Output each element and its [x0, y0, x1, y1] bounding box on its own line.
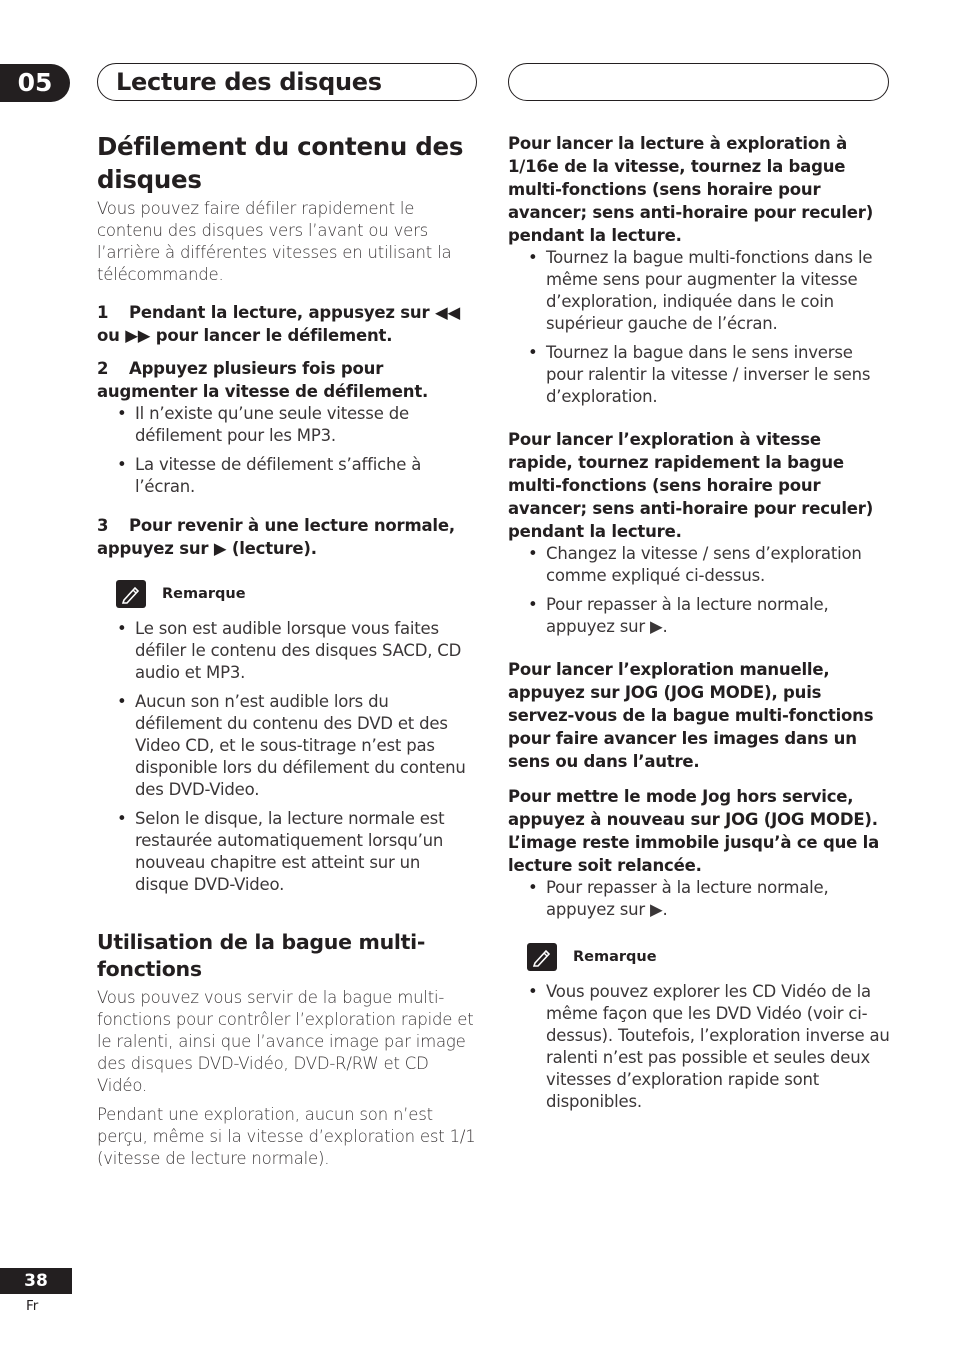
section-2-paragraph-1: Vous pouvez vous servir de la bague multi-fonctions pour contrôler l’exploration rapide et le ralenti, ainsi que l’avance image par image des disques DVD-Vidéo, DVD-R/RW et CD Vidéo.	[97, 988, 474, 1095]
list-item: • Tournez la bague dans le sens inverse pour ralentir la vitesse / inverser le sens d’exploration.	[508, 342, 893, 408]
step-3	[97, 514, 477, 560]
chapter-title-box	[97, 63, 477, 101]
note-bullets	[508, 981, 893, 1113]
section-2-paragraph-2: Pendant une exploration, aucun son n’est perçu, même si la vitesse d’exploration est 1/1 (vitesse de lecture normale).	[97, 1105, 476, 1168]
step-3-text: Pour revenir à une lecture normale, appuyez sur ▶ (lecture).	[97, 516, 455, 558]
instruction-fast-scan: Pour lancer l’exploration à vitesse rapide, tournez rapidement la bague multi-fonctions (sens horaire pour avancer; sens anti-horaire pour reculer) pendant la lecture.	[508, 430, 874, 541]
section-title-jog-dial: Utilisation de la bague multi-fonctions	[97, 930, 426, 981]
header-right-box	[508, 63, 889, 101]
list-item: • Pour repasser à la lecture normale, appuyez sur ▶.	[508, 594, 893, 638]
section-title-scrolling: Défilement du contenu des disques	[97, 132, 464, 194]
instruction-jog-off: Pour mettre le mode Jog hors service, appuyez à nouveau sur JOG (JOG MODE). L’image reste immobile jusqu’à ce que la lecture soit relancée.	[508, 787, 880, 875]
note-header	[116, 580, 477, 608]
step-2-bullets	[97, 403, 477, 498]
step-1-number: 1	[97, 303, 109, 322]
step-3-number: 3	[97, 516, 109, 535]
jog-off-bullets	[508, 877, 893, 921]
pencil-note-icon	[527, 943, 557, 971]
instruction-manual-scan: Pour lancer l’exploration manuelle, appuyez sur JOG (JOG MODE), puis servez-vous de la bague multi-fonctions pour faire avancer les images dans un sens ou dans l’autre.	[508, 660, 874, 771]
note-bullets	[97, 618, 477, 896]
list-item: • Pour repasser à la lecture normale, appuyez sur ▶.	[508, 877, 893, 921]
section-intro: Vous pouvez faire défiler rapidement le contenu des disques vers l’avant ou vers l’arrière à différentes vitesses en utilisant la télécommande.	[97, 199, 452, 284]
list-item: • Aucun son n’est audible lors du défilement du contenu des DVD et des Video CD, et le sous-titrage n’est pas disponible lors du défilement du contenu des DVD-Video.	[97, 691, 477, 801]
note-header	[527, 943, 893, 971]
language-code: Fr	[26, 1298, 39, 1314]
list-item: • Il n’existe qu’une seule vitesse de défilement pour les MP3.	[97, 403, 477, 447]
pencil-note-icon	[116, 580, 146, 608]
step-1	[97, 301, 477, 347]
note-label: Remarque	[162, 586, 246, 602]
step-2-text: Appuyez plusieurs fois pour augmenter la vitesse de défilement.	[97, 359, 429, 401]
step-2-number: 2	[97, 359, 109, 378]
step-1-text: Pendant la lecture, appusyez sur ◀◀ ou ▶▶ pour lancer le défilement.	[97, 303, 460, 345]
right-column	[508, 132, 893, 1120]
note-label: Remarque	[573, 949, 657, 965]
list-item: • Tournez la bague multi-fonctions dans le même sens pour augmenter la vitesse d’exploration, indiquée dans le coin supérieur gauche de l’écran.	[508, 247, 893, 335]
chapter-number-badge: 05	[0, 64, 70, 102]
list-item: • La vitesse de défilement s’affiche à l’écran.	[97, 454, 477, 498]
step-2	[97, 357, 477, 403]
list-item: • Le son est audible lorsque vous faites défiler le contenu des disques SACD, CD audio et MP3.	[97, 618, 477, 684]
fast-scan-bullets	[508, 543, 893, 638]
chapter-title: Lecture des disques	[116, 68, 382, 96]
slow-scan-bullets	[508, 247, 893, 408]
left-column	[97, 130, 477, 1170]
instruction-slow-scan: Pour lancer la lecture à exploration à 1/16e de la vitesse, tournez la bague multi-fonctions (sens horaire pour avancer; sens anti-horaire pour reculer) pendant la lecture.	[508, 134, 874, 245]
list-item: • Vous pouvez explorer les CD Vidéo de la même façon que les DVD Vidéo (voir ci-dessus). Toutefois, l’exploration inverse au ralenti n’est pas possible et seules deux vitesses d’exploration rapide sont disponibles.	[508, 981, 893, 1113]
list-item: • Selon le disque, la lecture normale est restaurée automatiquement lorsqu’un nouveau chapitre est atteint sur un disque DVD-Video.	[97, 808, 477, 896]
list-item: • Changez la vitesse / sens d’exploration comme expliqué ci-dessus.	[508, 543, 893, 587]
page-number: 38	[0, 1268, 72, 1294]
